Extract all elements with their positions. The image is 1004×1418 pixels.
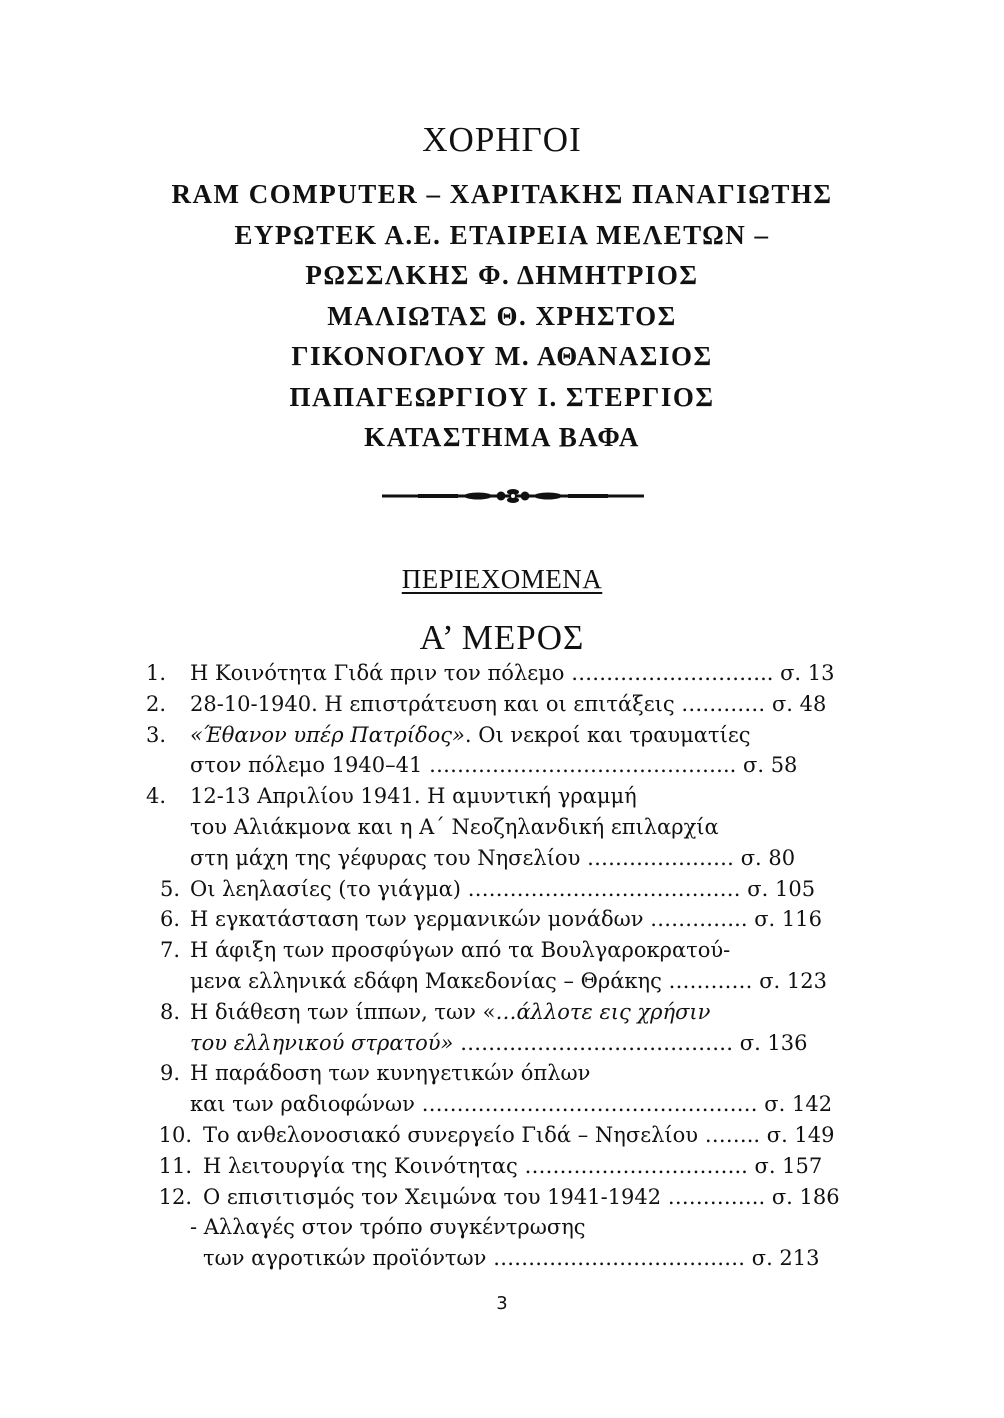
toc-entry xyxy=(0,781,1004,812)
toc-entry-text xyxy=(190,750,797,781)
toc-entry xyxy=(0,1243,1004,1274)
toc-entry-text xyxy=(203,1182,840,1213)
toc-entry xyxy=(0,720,1004,751)
toc-entry-text xyxy=(190,935,730,966)
sponsor-line: RAM COMPUTER – ΧΑΡΙΤΑΚΗΣ ΠΑΝΑΓΙΩΤΗΣ xyxy=(171,179,833,209)
sponsors-title: ΧΟΡΗΓΟΙ xyxy=(422,120,582,159)
sponsors-list xyxy=(0,174,1004,458)
sponsor-line: ΜΑΛΙΩΤΑΣ Θ. ΧΡΗΣΤΟΣ xyxy=(327,300,677,331)
toc-entry-number: 1. xyxy=(145,661,166,685)
toc-entry-text-part: - Αλλαγές στον τρόπο συγκέντρωσης xyxy=(190,1215,586,1240)
toc-entry xyxy=(0,997,1004,1028)
toc-entry xyxy=(0,1028,1004,1059)
toc-entry-number: 3. xyxy=(145,722,166,747)
toc-entry-number: 7. xyxy=(159,938,180,963)
toc-entry-text-part: Η διάθεση των ίππων, των « xyxy=(190,999,496,1024)
toc-entry-text-part: . Οι νεκροί και τραυματίες xyxy=(464,722,751,747)
toc-entry xyxy=(0,966,1004,997)
contents-title: ΠΕΡΙΕΧΟΜΕΝΑ xyxy=(401,564,603,594)
table-of-contents xyxy=(0,658,1004,1274)
toc-entry-text-part: Ο επισιτισμός τον Χειμώνα του 1941-1942 ………….. σ. 186 xyxy=(203,1184,840,1209)
toc-entry-text-part: 12-13 Απριλίου 1941. Η αμυντική γραμμή xyxy=(190,784,637,809)
toc-entry-italic-text: του ελληνικού στρατού» xyxy=(190,1030,454,1055)
toc-entry-text xyxy=(190,1089,832,1120)
toc-entry-text-part: στη μάχη της γέφυρας του Νησελίου ………………… σ. 80 xyxy=(190,845,796,870)
toc-entry-text xyxy=(190,874,815,905)
toc-entry-text-part: Η λειτουργία της Κοινότητας ………………………….. σ. 157 xyxy=(203,1153,823,1178)
toc-entry xyxy=(0,689,1004,720)
toc-entry xyxy=(0,843,1004,874)
toc-entry-text xyxy=(190,1058,590,1089)
toc-entry-text-part: του Αλιάκμονα και η Α΄ Νεοζηλανδική επιλαρχία xyxy=(190,814,719,839)
toc-entry xyxy=(0,1212,1004,1243)
toc-entry xyxy=(0,1120,1004,1151)
toc-entry xyxy=(0,1151,1004,1182)
page-number: 3 xyxy=(496,1293,508,1314)
toc-entry-text-part: Η άφιξη των προσφύγων από τα Βουλγαροκρατού- xyxy=(190,938,731,963)
toc-entry-number: 4. xyxy=(145,784,166,809)
toc-entry-text xyxy=(203,1120,835,1151)
toc-entry-text xyxy=(190,658,835,689)
sponsor-line: ΓΙΚΟΝΟΓΛΟΥ Μ. ΑΘΑΝΑΣΙΟΣ xyxy=(291,341,713,371)
toc-entry-number: 2. xyxy=(145,691,166,716)
toc-entry-number: 9. xyxy=(159,1061,180,1086)
toc-entry-text-part: Η εγκατάσταση των γερμανικών μονάδων ………….. σ. 116 xyxy=(190,907,822,932)
toc-entry-text xyxy=(190,720,750,751)
toc-entry-text xyxy=(190,812,719,843)
toc-entry-text xyxy=(190,904,822,935)
toc-entry-text xyxy=(190,781,637,812)
decorative-divider-icon xyxy=(382,487,644,505)
toc-entry xyxy=(0,904,1004,935)
toc-entry-text xyxy=(190,1028,808,1059)
toc-entry-text-part: Το ανθελονοσιακό συνεργείο Γιδά – Νησελίου …….. σ. 149 xyxy=(203,1122,835,1147)
contents-heading xyxy=(0,562,1004,596)
toc-entry-text xyxy=(203,1243,820,1274)
toc-entry-text xyxy=(190,689,826,720)
toc-entry xyxy=(0,935,1004,966)
toc-entry-number: 12. xyxy=(158,1184,192,1209)
toc-entry xyxy=(0,812,1004,843)
toc-entry xyxy=(0,874,1004,905)
toc-entry-text-part: 28-10-1940. Η επιστράτευση και οι επιτάξεις ………… σ. 48 xyxy=(190,691,827,716)
toc-entry-text-part: ………………………………… σ. 136 xyxy=(453,1030,808,1055)
sponsor-line: ΡΩΣΣΛΚΗΣ Φ. ΔΗΜΗΤΡΙΟΣ xyxy=(305,260,699,290)
sponsor-line: ΕΥΡΩΤΕΚ Α.Ε. ΕΤΑΙΡΕΙΑ ΜΕΛΕΤΩΝ – xyxy=(234,219,770,250)
sponsor-line: ΚΑΤΑΣΤΗΜΑ ΒΑΦΑ xyxy=(364,422,640,452)
toc-entry xyxy=(0,750,1004,781)
toc-entry-number: 10. xyxy=(158,1122,192,1147)
toc-entry-number: 5. xyxy=(159,876,180,901)
toc-entry-number: 11. xyxy=(158,1153,192,1178)
toc-entry-text-part: στον πόλεμο 1940–41 …………………………………….. σ. 58 xyxy=(190,753,798,778)
toc-entry-text-part: και των ραδιοφώνων ………………………………………… σ. 142 xyxy=(190,1092,833,1117)
toc-entry xyxy=(0,1182,1004,1213)
part-title: Α’ ΜΕΡΟΣ xyxy=(419,618,585,657)
toc-entry xyxy=(0,658,1004,689)
toc-entry xyxy=(0,1089,1004,1120)
toc-entry-number: 6. xyxy=(159,907,180,932)
toc-entry-text xyxy=(190,1212,586,1243)
toc-entry-text xyxy=(190,843,795,874)
toc-entry-text-part: Η παράδοση των κυνηγετικών όπλων xyxy=(190,1061,591,1086)
toc-entry-text-part: Οι λεηλασίες (το γιάγμα) ………………………………… σ. 105 xyxy=(190,876,816,901)
toc-entry-text xyxy=(203,1151,822,1182)
toc-entry-text-part: Η Κοινότητα Γιδά πριν τον πόλεμο ……………………….. σ. 13 xyxy=(190,661,835,685)
toc-entry-number: 8. xyxy=(159,999,180,1024)
toc-entry-text xyxy=(190,997,710,1028)
sponsor-line: ΠΑΠΑΓΕΩΡΓΙΟΥ Ι. ΣΤΕΡΓΙΟΣ xyxy=(289,381,715,412)
toc-entry xyxy=(0,1058,1004,1089)
toc-entry-italic-text: «Έθανον υπέρ Πατρίδος» xyxy=(190,722,465,747)
toc-entry-text-part: μενα ελληνικά εδάφη Μακεδονίας – Θράκης ………… σ. 123 xyxy=(190,968,827,993)
toc-entry-italic-text: …άλλοτε εις χρήσιν xyxy=(495,999,711,1024)
toc-entry-text xyxy=(190,966,827,997)
toc-entry-text-part: των αγροτικών προϊόντων ……………………………… σ. 213 xyxy=(203,1246,820,1271)
